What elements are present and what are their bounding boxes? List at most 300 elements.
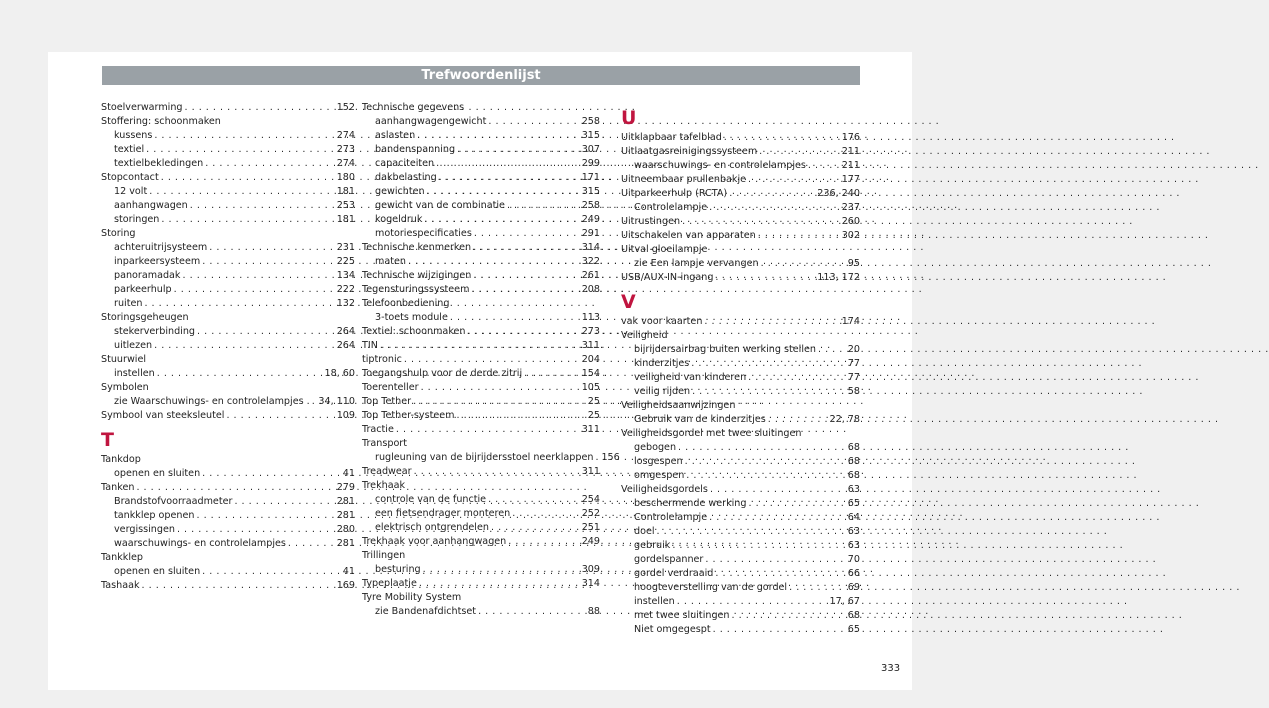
entry-page: 25 [587,396,600,407]
entry-term: gewicht van de combinatie [375,200,505,211]
entry-term: dakbelasting [375,172,437,183]
index-entry [621,427,860,441]
dot-leader [466,325,582,339]
index-entry [101,381,355,395]
dot-leader [703,553,847,567]
entry-term: Veiligheidsaanwijzingen [621,400,736,411]
index-entry [621,215,860,229]
entry-term: Transport [362,438,408,449]
dot-leader [200,255,336,269]
index-entry [101,255,355,269]
dot-leader [690,385,848,399]
entry-page: 34, 110 [318,396,355,407]
dot-leader [203,157,336,171]
dot-leader [422,213,581,227]
index-entry [101,551,355,565]
index-entry [362,479,600,493]
entry-term: uitlezen [114,340,153,351]
entry-term: achteruitrijsysteem [114,242,208,253]
entry-page: 280 [336,524,355,535]
entry-page: 176 [841,132,860,143]
entry-page: 113 [581,312,600,323]
entry-page: 66 [847,568,860,579]
index-entry [621,371,860,385]
entry-term: Tashaak [101,580,140,591]
entry-page: 314 [581,578,600,589]
dot-leader [200,565,343,579]
dot-leader [689,357,848,371]
entry-page: 181 [336,186,355,197]
entry-term: controle van de functie [375,494,487,505]
entry-term: openen en sluiten [114,468,201,479]
dot-leader [152,129,336,143]
dot-leader [200,467,343,481]
dot-leader [746,173,842,187]
dot-leader [434,157,582,171]
section-letter: T [101,429,114,451]
entry-term: instellen [114,368,155,379]
entry-term: 3-toets module [375,312,448,323]
entry-page: 88 [587,606,600,617]
index-entry [362,185,600,199]
entry-term: Trekhaak [362,480,406,491]
dot-leader [195,325,337,339]
dot-leader [806,159,842,173]
index-entry [101,241,355,255]
index-entry [362,423,600,437]
entry-term: beschermende werking [634,498,747,509]
index-entry [362,353,600,367]
entry-term: gordelspanner [634,554,704,565]
entry-page: 299 [581,158,600,169]
dot-leader [702,315,841,329]
dot-leader [476,605,588,619]
dot-leader [419,381,582,395]
index-entry [101,509,355,523]
index-entry [621,357,860,371]
entry-term: Veiligheidsgordels [621,484,708,495]
entry-term: Technische kenmerken [362,242,472,253]
entry-page: 171 [581,172,600,183]
entry-term: capaciteiten [375,158,435,169]
index-entry [621,315,860,329]
dot-leader [194,509,336,523]
index-column-2 [362,101,620,619]
entry-term: Controlelampje [634,512,708,523]
entry-page: 281 [336,510,355,521]
dot-leader [593,451,601,465]
entry-page: 63 [847,540,860,551]
dot-leader [232,495,336,509]
index-entry [101,213,355,227]
entry-page: 264 [336,340,355,351]
entry-page: 251 [581,522,600,533]
entry-term: Niet omgegespt [634,624,711,635]
page-number: 333 [881,663,901,674]
entry-term: stekerverbinding [114,326,196,337]
dot-leader [421,563,582,577]
index-entry [101,227,355,241]
entry-term: Tankklep [101,552,143,563]
dot-leader [510,507,581,521]
entry-page: 177 [841,174,860,185]
entry-page: 68 [847,610,860,621]
entry-term: Storingsgeheugen [101,312,189,323]
entry-page: 64 [847,512,860,523]
index-entry [101,283,355,297]
entry-page: 95 [847,258,860,269]
index-entry [621,553,860,567]
entry-term: maten [375,256,406,267]
index-entry [621,145,860,159]
entry-term: veilig rijden [634,386,691,397]
entry-term: Trekhaak voor aanhangwagen [362,536,507,547]
entry-term: Typeplaatje [362,578,417,589]
entry-term: USB/AUX-IN-ingang [621,272,714,283]
dot-leader [722,131,842,145]
entry-page: 18, 60 [324,368,355,379]
entry-page: 261 [581,270,600,281]
index-entry [362,241,600,255]
entry-term: zie Bandenafdichtset [375,606,477,617]
page-title: Trefwoordenlijst [102,66,860,85]
index-entry [621,385,860,399]
entry-term: Toegangshulp voor de derde zitrij [362,368,523,379]
dot-leader [471,269,581,283]
index-entry [101,269,355,283]
dot-leader [676,441,848,455]
dot-leader [746,497,847,511]
index-entry [101,115,355,129]
entry-page: 65 [847,624,860,635]
entry-page: 105 [581,382,600,393]
index-entry [362,171,600,185]
dot-leader [684,469,848,483]
index-entry [362,591,600,605]
index-entry [362,213,600,227]
entry-term: bijrijdersairbag buiten werking stellen [634,344,816,355]
index-entry [621,441,860,455]
entry-page: 274 [336,158,355,169]
entry-page: 22, 78 [829,414,860,425]
entry-term: Textiel: schoonmaken [362,326,466,337]
entry-term: aslasten [375,130,416,141]
index-entry [362,129,600,143]
entry-page: 211 [841,160,860,171]
entry-page: 17, 67 [829,596,860,607]
entry-page: 222 [336,284,355,295]
dot-leader [522,367,582,381]
entry-page: 273 [581,326,600,337]
index-entry [362,157,600,171]
dot-leader [412,465,582,479]
dot-leader [175,523,337,537]
entry-term: aanhangwagen [114,200,188,211]
index-entry [621,343,860,357]
dot-leader [746,371,848,385]
entry-page: 181 [336,214,355,225]
index-entry [101,297,355,311]
entry-term: veiligheid van kinderen [634,372,747,383]
dot-leader [406,255,582,269]
index-entry [621,525,860,539]
entry-term: Tegensturingssysteem [362,284,470,295]
entry-term: zie Waarschuwings- en controlelampjes . [114,396,310,407]
dot-leader [766,413,830,427]
entry-term: Storing [101,228,136,239]
entry-term: Tankdop [101,454,141,465]
entry-term: TIN [362,340,378,351]
entry-term: aanhangwagengewicht [375,116,487,127]
index-entry [621,257,860,271]
entry-term: 12 volt [114,186,148,197]
dot-leader [486,493,582,507]
index-entry [362,521,600,535]
index-entry [362,451,620,465]
entry-term: zie Een lampje vervangen [634,258,759,269]
entry-page: 63 [847,526,860,537]
entry-page: 258 [581,200,600,211]
index-entry [621,511,860,525]
index-entry [621,271,860,285]
entry-page: 152 [336,102,355,113]
index-entry [101,409,355,423]
entry-term: Uitparkeerhulp (RCTA) [621,188,728,199]
entry-term: bandenspanning [375,144,456,155]
entry-term: Top Tether [362,396,412,407]
index-entry [101,579,355,593]
entry-page: 264 [336,326,355,337]
dot-leader [713,567,847,581]
entry-page: 273 [336,144,355,155]
dot-leader [188,199,337,213]
index-entry [362,143,600,157]
entry-page: 77 [847,358,860,369]
index-entry [621,399,860,413]
entry-term: Uitklapbaar tafelblad [621,132,722,143]
entry-term: Uitrustingen [621,216,681,227]
index-entry [621,329,860,343]
index-entry [621,567,860,581]
entry-page: 237 [841,202,860,213]
entry-page: 225 [336,256,355,267]
index-entry [621,595,860,609]
index-entry [621,243,860,257]
entry-term: panoramadak [114,270,181,281]
entry-term: Top Tether-systeem [362,410,455,421]
index-entry [101,367,355,381]
entry-term: openen en sluiten [114,566,201,577]
dot-leader [207,241,336,255]
entry-term: Stuurwiel [101,354,147,365]
entry-term: vak voor kaarten [621,316,703,327]
index-entry [362,381,600,395]
index-entry [101,101,355,115]
dot-leader [683,455,848,469]
index-entry [362,101,600,115]
entry-page: 156 [601,452,620,463]
entry-term: kogeldruk [375,214,423,225]
dot-leader [310,395,319,409]
index-entry [362,199,600,213]
index-entry [621,539,860,553]
dot-leader [159,213,336,227]
entry-page: 154 [581,368,600,379]
index-entry [101,199,355,213]
entry-term: doel [634,526,655,537]
entry-term: gebruik [634,540,671,551]
entry-page: 279 [336,482,355,493]
dot-leader [816,343,848,357]
entry-page: 260 [841,216,860,227]
entry-term: omgespen [634,470,685,481]
dot-leader [172,283,337,297]
entry-term: elektrisch ontgrendelen [375,522,489,533]
entry-page: 249 [581,214,600,225]
entry-term: Telefoonbediening [362,298,450,309]
dot-leader [183,101,337,115]
entry-page: 113, 172 [817,272,860,283]
dot-leader [471,241,582,255]
index-entry [362,297,600,311]
dot-leader [134,481,336,495]
index-entry [621,131,860,145]
dot-leader [417,577,582,591]
index-entry [362,535,600,549]
index-entry [362,605,600,619]
entry-term: kussens [114,130,153,141]
entry-page: 309 [581,564,600,575]
entry-term: storingen [114,214,160,225]
entry-term: Tractie [362,424,394,435]
dot-leader [707,511,848,525]
dot-leader [713,271,817,285]
entry-page: 274 [336,130,355,141]
entry-page: 134 [336,270,355,281]
index-entry [362,507,600,521]
entry-term: Technische gegevens [362,102,465,113]
entry-term: Uitschakelen van apparaten [621,230,756,241]
entry-term: hoogteverstelling van de gordel [634,582,788,593]
entry-page: 68 [847,456,860,467]
entry-page: 68 [847,470,860,481]
index-entry [101,467,355,481]
index-entry [101,311,355,325]
dot-leader [472,227,582,241]
entry-page: 174 [841,316,860,327]
index-entry [101,129,355,143]
entry-term: kinderzitjes [634,358,690,369]
entry-page: 291 [581,228,600,239]
entry-page: 20 [847,344,860,355]
entry-term: besturing [375,564,421,575]
entry-page: 252 [581,508,600,519]
dot-leader [411,395,588,409]
entry-term: Tyre Mobility System [362,592,462,603]
entry-term: Symbool van steeksleutel [101,410,225,421]
dot-leader [144,143,337,157]
entry-page: 70 [847,554,860,565]
entry-page: 311 [581,424,600,435]
index-entry [621,187,860,201]
index-entry [621,497,860,511]
dot-leader [486,115,581,129]
dot-leader [378,339,582,353]
entry-page: 249 [581,536,600,547]
entry-term: Stoelverwarming [101,102,183,113]
entry-page: 311 [581,340,600,351]
index-entry [362,577,600,591]
dot-leader [670,539,847,553]
entry-page: 77 [847,372,860,383]
entry-term: vergissingen [114,524,175,535]
dot-leader [756,229,842,243]
entry-term: gewichten [375,186,425,197]
entry-term: Stoffering: schoonmaken [101,116,221,127]
entry-term: gordel verdraaid [634,568,714,579]
entry-term: Brandstofvoorraadmeter [114,496,233,507]
entry-term: gebogen [634,442,677,453]
index-entry [621,609,860,623]
entry-page: 132 [336,298,355,309]
entry-page: 69 [847,582,860,593]
entry-page: 211 [841,146,860,157]
entry-term: Uitval gloeilampje [621,244,708,255]
index-entry [362,493,600,507]
entry-page: 322 [581,256,600,267]
index-entry [362,311,600,325]
dot-leader [437,171,582,185]
section-letter: U [621,107,637,129]
entry-term: Gebruik van de kinderzitjes [634,414,766,425]
dot-leader [506,535,581,549]
dot-leader [152,339,337,353]
entry-term: Trillingen [362,550,406,561]
entry-page: 253 [336,200,355,211]
entry-page: 169 [336,580,355,591]
entry-page: 258 [581,116,600,127]
entry-page: 314 [581,242,600,253]
index-entry [362,339,600,353]
index-entry [101,353,355,367]
dot-leader [394,423,582,437]
index-entry [621,469,860,483]
dot-leader [655,525,848,539]
index-entry [101,157,355,171]
index-entry [362,549,600,563]
index-entry [362,465,600,479]
entry-term: Symbolen [101,382,149,393]
entry-term: een fietsendrager monteren [375,508,511,519]
entry-page: 302 [841,230,860,241]
entry-term: inparkeersysteem [114,256,201,267]
entry-page: 281 [336,538,355,549]
entry-term: motoriespecificaties [375,228,472,239]
entry-page: 281 [336,496,355,507]
dot-leader [448,311,582,325]
entry-page: 25 [587,410,600,421]
index-entry [101,185,355,199]
entry-term: instellen [634,596,675,607]
entry-page: 254 [581,494,600,505]
index-entry [101,143,355,157]
dot-leader [142,297,336,311]
entry-term: Veiligheid [621,330,668,341]
dot-leader [155,367,325,381]
entry-term: Veiligheidsgordel met twee sluitingen [621,428,802,439]
entry-term: Toerenteller [362,382,419,393]
index-entry [362,437,600,451]
